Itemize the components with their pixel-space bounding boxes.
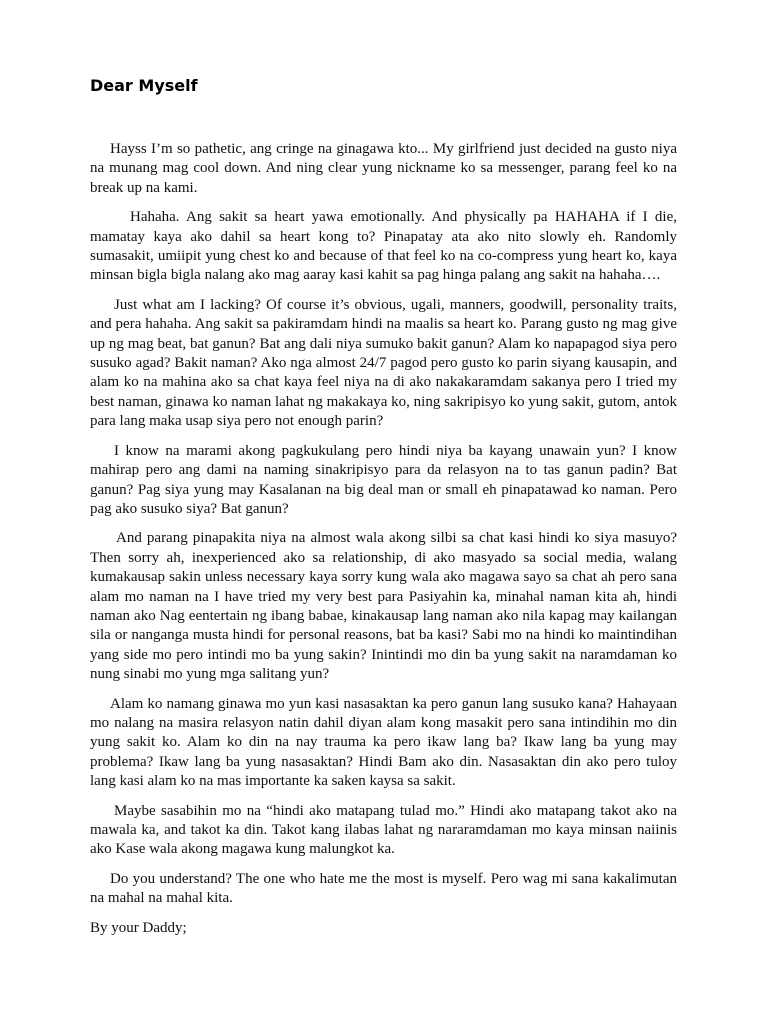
paragraph-6: Alam ko namang ginawa mo yun kasi nasasaktan ka pero ganun lang susuko kana? Hahayaan mo nalang na masira relasyon natin dahil diyan alam kong masakit pero sana intindihin mo din yung sakit ko. Alam ko din na nay trauma ka pero ikaw lang ba? Ikaw lang ba yung may problema? Ikaw lang ba yung nasasaktan? Hindi Bam ako din. Nasasaktan din ako pero tuloy lang kasi alam ko na mas importante ka saken kaysa sa sakit. (90, 695, 677, 790)
paragraph-4: I know na marami akong pagkukulang pero hindi niya ba kayang unawain yun? I know mahirap pero ang dami na naming sinakripisyo para da relasyon na to tas ganun padin? Bat ganun? Pag siya yung may Kasalanan na big deal man or small eh pinapatawad ko naman. Pero pag ako susuko siya? Bat ganun? (90, 442, 677, 517)
paragraph-2: Hahaha. Ang sakit sa heart yawa emotionally. And physically pa HAHAHA if I die, mamatay kaya ako dahil sa heart kong to? Pinapatay ata ako nito slowly eh. Randomly sumasakit, umiipit yung chest ko and because of that feel ko na co-compress yung heart ko, kaya minsan bigla bigla nalang ako mag aaray kasi kahit sa pag hinga palang ang sakit na hahaha…. (90, 209, 677, 284)
paragraph-5: And parang pinapakita niya na almost wala akong silbi sa chat kasi hindi ko siya masuyo? Then sorry ah, inexperienced ako sa relationship, di ako masyado sa social media, walang kumakausap sakin unless necessary kaya sorry kung wala ako magawa sayo sa chat ah pero sana alam mo naman na I have tried my very best para Pasiyahin ka, minahal naman kita ah, hindi naman ako Nag eentertain ng ibang babae, kinakausap lang naman ako nila kapag may kailangan sila or nanganga musta hindi for personal reasons, bat ba kasi? Sabi mo na hindi ko maintindihan yang side mo pero intindi mo ba yung sakin? Inintindi mo din ba yung sakit na naramdaman ko nung sinabi mo yung mga salitang yun? (90, 530, 677, 683)
document-page (90, 0, 677, 1024)
paragraph-8: Do you understand? The one who hate me the most is myself. Pero wag mi sana kakalimutan na mahal na mahal kita. (90, 870, 677, 907)
letter-signoff: By your Daddy; (90, 919, 187, 936)
letter-title: Dear Myself (90, 76, 198, 95)
paragraph-3: Just what am I lacking? Of course it’s obvious, ugali, manners, goodwill, personality traits, and pera hahaha. Ang sakit sa pakiramdam hindi na maalis sa heart ko. Parang gusto ng mag give up ng mag beat, bat ganun? Bat ang dali niya sumuko bakit ganun? Alam ko napapagod siya pero susuko agad? Bakit naman? Ako nga almost 24/7 pagod pero gusto ko parin siyang kausapin, and alam ko na mahina ako sa chat kaya feel niya na di ako nakakaramdam sakanya pero I tried my best naman, ginawa ko naman lahat ng makakaya ko, ning sakripisyo ko yung sakit, gutom, antok para lang maka usap siya pero not enough parin? (90, 296, 677, 430)
paragraph-7: Maybe sasabihin mo na “hindi ako matapang tulad mo.” Hindi ako matapang takot ako na mawala ka, and takot ka din. Takot kang ilabas lahat ng nararamdaman mo kaya minsan naiinis ako Kase wala akong magawa kung malungkot ka. (90, 802, 677, 858)
paragraph-1: Hayss I’m so pathetic, ang cringe na ginagawa kto... My girlfriend just decided na gusto niya na munang mag cool down. And ning clear yung nickname ko sa messenger, parang feel ko na break up na kami. (90, 141, 677, 196)
letter-body (90, 140, 677, 938)
